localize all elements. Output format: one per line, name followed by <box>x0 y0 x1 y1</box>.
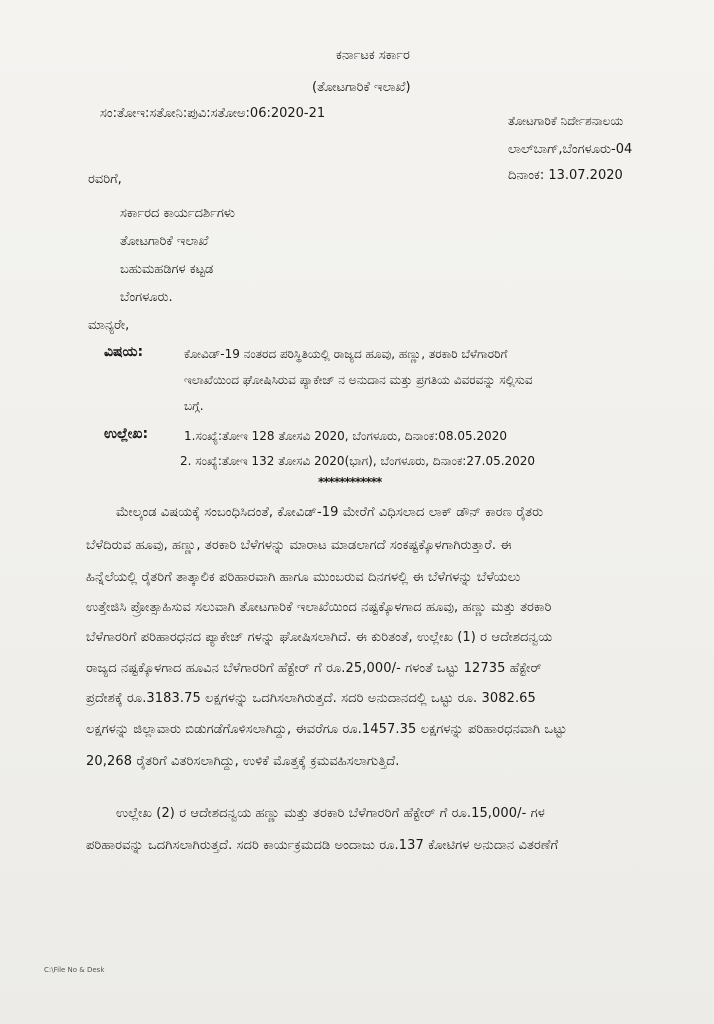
recipient-line: ಬೆಂಗಳೂರು. <box>120 290 173 305</box>
body-line: ಉತ್ತೇಜಿಸಿ ಪ್ರೋತ್ಸಾಹಿಸುವ ಸಲುವಾಗಿ ತೋಟಗಾರಿಕೆ ಇಲಾಖೆಯಿಂದ ನಷ್ಟಕ್ಕೊಳಗಾದ ಹೂವು, ಹಣ್ಣು ಮತ್ತು ತರಕಾರಿ <box>86 600 552 615</box>
government-heading: ಕರ್ನಾಟಕ ಸರ್ಕಾರ <box>336 48 410 63</box>
body-line: ರಾಜ್ಯದ ನಷ್ಟಕ್ಕೊಳಗಾದ ಹೂವಿನ ಬೆಳೆಗಾರರಿಗೆ ಹೆಕ್ಟೇರ್ ಗೆ ರೂ.25,000/- ಗಳಂತೆ ಒಟ್ಟು 12735 ಹೆಕ್ಟೇರ್ <box>86 661 542 676</box>
body-line: ಹಿನ್ನೆಲೆಯಲ್ಲಿ ರೈತರಿಗೆ ತಾತ್ಕಾಲಿಕ ಪರಿಹಾರವಾಗಿ ಹಾಗೂ ಮುಂಬರುವ ದಿನಗಳಲ್ಲಿ ಈ ಬೆಳೆಗಳನ್ನು ಬೆಳೆಯಲು <box>86 570 521 585</box>
recipient-to: ರವರಿಗೆ, <box>88 172 122 187</box>
subject-line: ಬಗ್ಗೆ. <box>184 399 204 413</box>
recipient-line: ಬಹುಮಹಡಿಗಳ ಕಟ್ಟಡ <box>120 262 214 277</box>
body-line: ಮೇಲ್ಕಂಡ ವಿಷಯಕ್ಕೆ ಸಂಬಂಧಿಸಿದಂತೆ, ಕೋವಿಡ್-19 ಮೇರೆಗೆ ವಿಧಿಸಲಾದ ಲಾಕ್ ಡೌನ್ ಕಾರಣ ರೈತರು <box>116 505 544 520</box>
body-line: ಬೆಳೆದಿರುವ ಹೂವು, ಹಣ್ಣು, ತರಕಾರಿ ಬೆಳೆಗಳನ್ನು ಮಾರಾಟ ಮಾಡಲಾಗದೆ ಸಂಕಷ್ಟಕ್ಕೊಳಗಾಗಿರುತ್ತಾರೆ. ಈ <box>86 538 512 553</box>
file-note: C:\File No & Desk <box>44 966 105 974</box>
body-line: ಪರಿಹಾರವನ್ನು ಒದಗಿಸಲಾಗಿರುತ್ತದೆ. ಸದರಿ ಕಾರ್ಯಕ್ರಮದಡಿ ಅಂದಾಜು ರೂ.137 ಕೋಟಿಗಳ ಅನುದಾನ ವಿತರಣೆಗೆ <box>86 838 559 853</box>
body-line: ಪ್ರದೇಶಕ್ಕೆ ರೂ.3183.75 ಲಕ್ಷಗಳನ್ನು ಒದಗಿಸಲಾಗಿರುತ್ತದೆ. ಸದರಿ ಅನುದಾನದಲ್ಲಿ ಒಟ್ಟು ರೂ. 3082.65 <box>86 691 536 706</box>
body-line: ಲಕ್ಷಗಳನ್ನು ಜಿಲ್ಲಾವಾರು ಬಿಡುಗಡೆಗೊಳಿಸಲಾಗಿದ್ದು, ಈವರೆಗೂ ರೂ.1457.35 ಲಕ್ಷಗಳನ್ನು ಪರಿಹಾರಧನವಾಗಿ ಒಟ್ಟು <box>86 722 567 737</box>
department-heading: (ತೋಟಗಾರಿಕೆ ಇಲಾಖೆ) <box>312 80 411 95</box>
reference-label: ಉಲ್ಲೇಖ: <box>104 426 149 442</box>
body-line: ಉಲ್ಲೇಖ (2) ರ ಆದೇಶದನ್ವಯ ಹಣ್ಣು ಮತ್ತು ತರಕಾರಿ ಬೆಳೆಗಾರರಿಗೆ ಹೆಕ್ಟೇರ್ ಗೆ ರೂ.15,000/- ಗಳ <box>116 806 545 821</box>
body-line: ಬೆಳೆಗಾರರಿಗೆ ಪರಿಹಾರಧನದ ಪ್ಯಾಕೇಜ್ ಗಳನ್ನು ಘೋಷಿಸಲಾಗಿದೆ. ಈ ಕುರಿತಂತೆ, ಉಲ್ಲೇಖ (1) ರ ಆದೇಶದನ್ವಯ <box>86 630 553 645</box>
body-line: 20,268 ರೈತರಿಗೆ ವಿತರಿಸಲಾಗಿದ್ದು, ಉಳಿಕೆ ಮೊತ್ತಕ್ಕೆ ಕ್ರಮವಹಿಸಲಾಗುತ್ತಿದೆ. <box>86 754 400 769</box>
reference-number: ಸಂ:ತೋಇ:ಸತೋನಿ:ಪುವಿ:ಸತೋಅ:06:2020-21 <box>100 106 326 121</box>
recipient-line: ತೋಟಗಾರಿಕೆ ಇಲಾಖೆ <box>120 234 209 249</box>
separator: ************ <box>318 475 382 489</box>
letter-date: ದಿನಾಂಕ: 13.07.2020 <box>508 168 623 183</box>
salutation: ಮಾನ್ಯರೇ, <box>88 318 130 333</box>
subject-line: ಇಲಾಖೆಯಿಂದ ಘೋಷಿಸಿರುವ ಪ್ಯಾಕೇಜ್ ನ ಅನುದಾನ ಮತ್ತು ಪ್ರಗತಿಯ ವಿವರವನ್ನು ಸಲ್ಲಿಸುವ <box>184 373 533 387</box>
recipient-line: ಸರ್ಕಾರದ ಕಾರ್ಯದರ್ಶಿಗಳು <box>120 206 236 221</box>
subject-line: ಕೋವಿಡ್-19 ನಂತರದ ಪರಿಸ್ಥಿತಿಯಲ್ಲಿ ರಾಜ್ಯದ ಹೂವು, ಹಣ್ಣು, ತರಕಾರಿ ಬೆಳೆಗಾರರಿಗೆ <box>184 347 508 361</box>
reference-item: 1.ಸಂಖ್ಯೆ:ತೋಇ 128 ತೋಸವಿ 2020, ಬೆಂಗಳೂರು, ದಿನಾಂಕ:08.05.2020 <box>184 429 507 443</box>
sender-office: ತೋಟಗಾರಿಕೆ ನಿರ್ದೇಶನಾಲಯ <box>508 114 624 128</box>
reference-item: 2. ಸಂಖ್ಯೆ:ತೋಇ 132 ತೋಸವಿ 2020(ಭಾಗ), ಬೆಂಗಳೂರು, ದಿನಾಂಕ:27.05.2020 <box>180 454 536 468</box>
sender-address: ಲಾಲ್‌ಬಾಗ್,ಬೆಂಗಳೂರು-04 <box>508 142 633 157</box>
subject-label: ವಿಷಯ: <box>104 344 144 360</box>
